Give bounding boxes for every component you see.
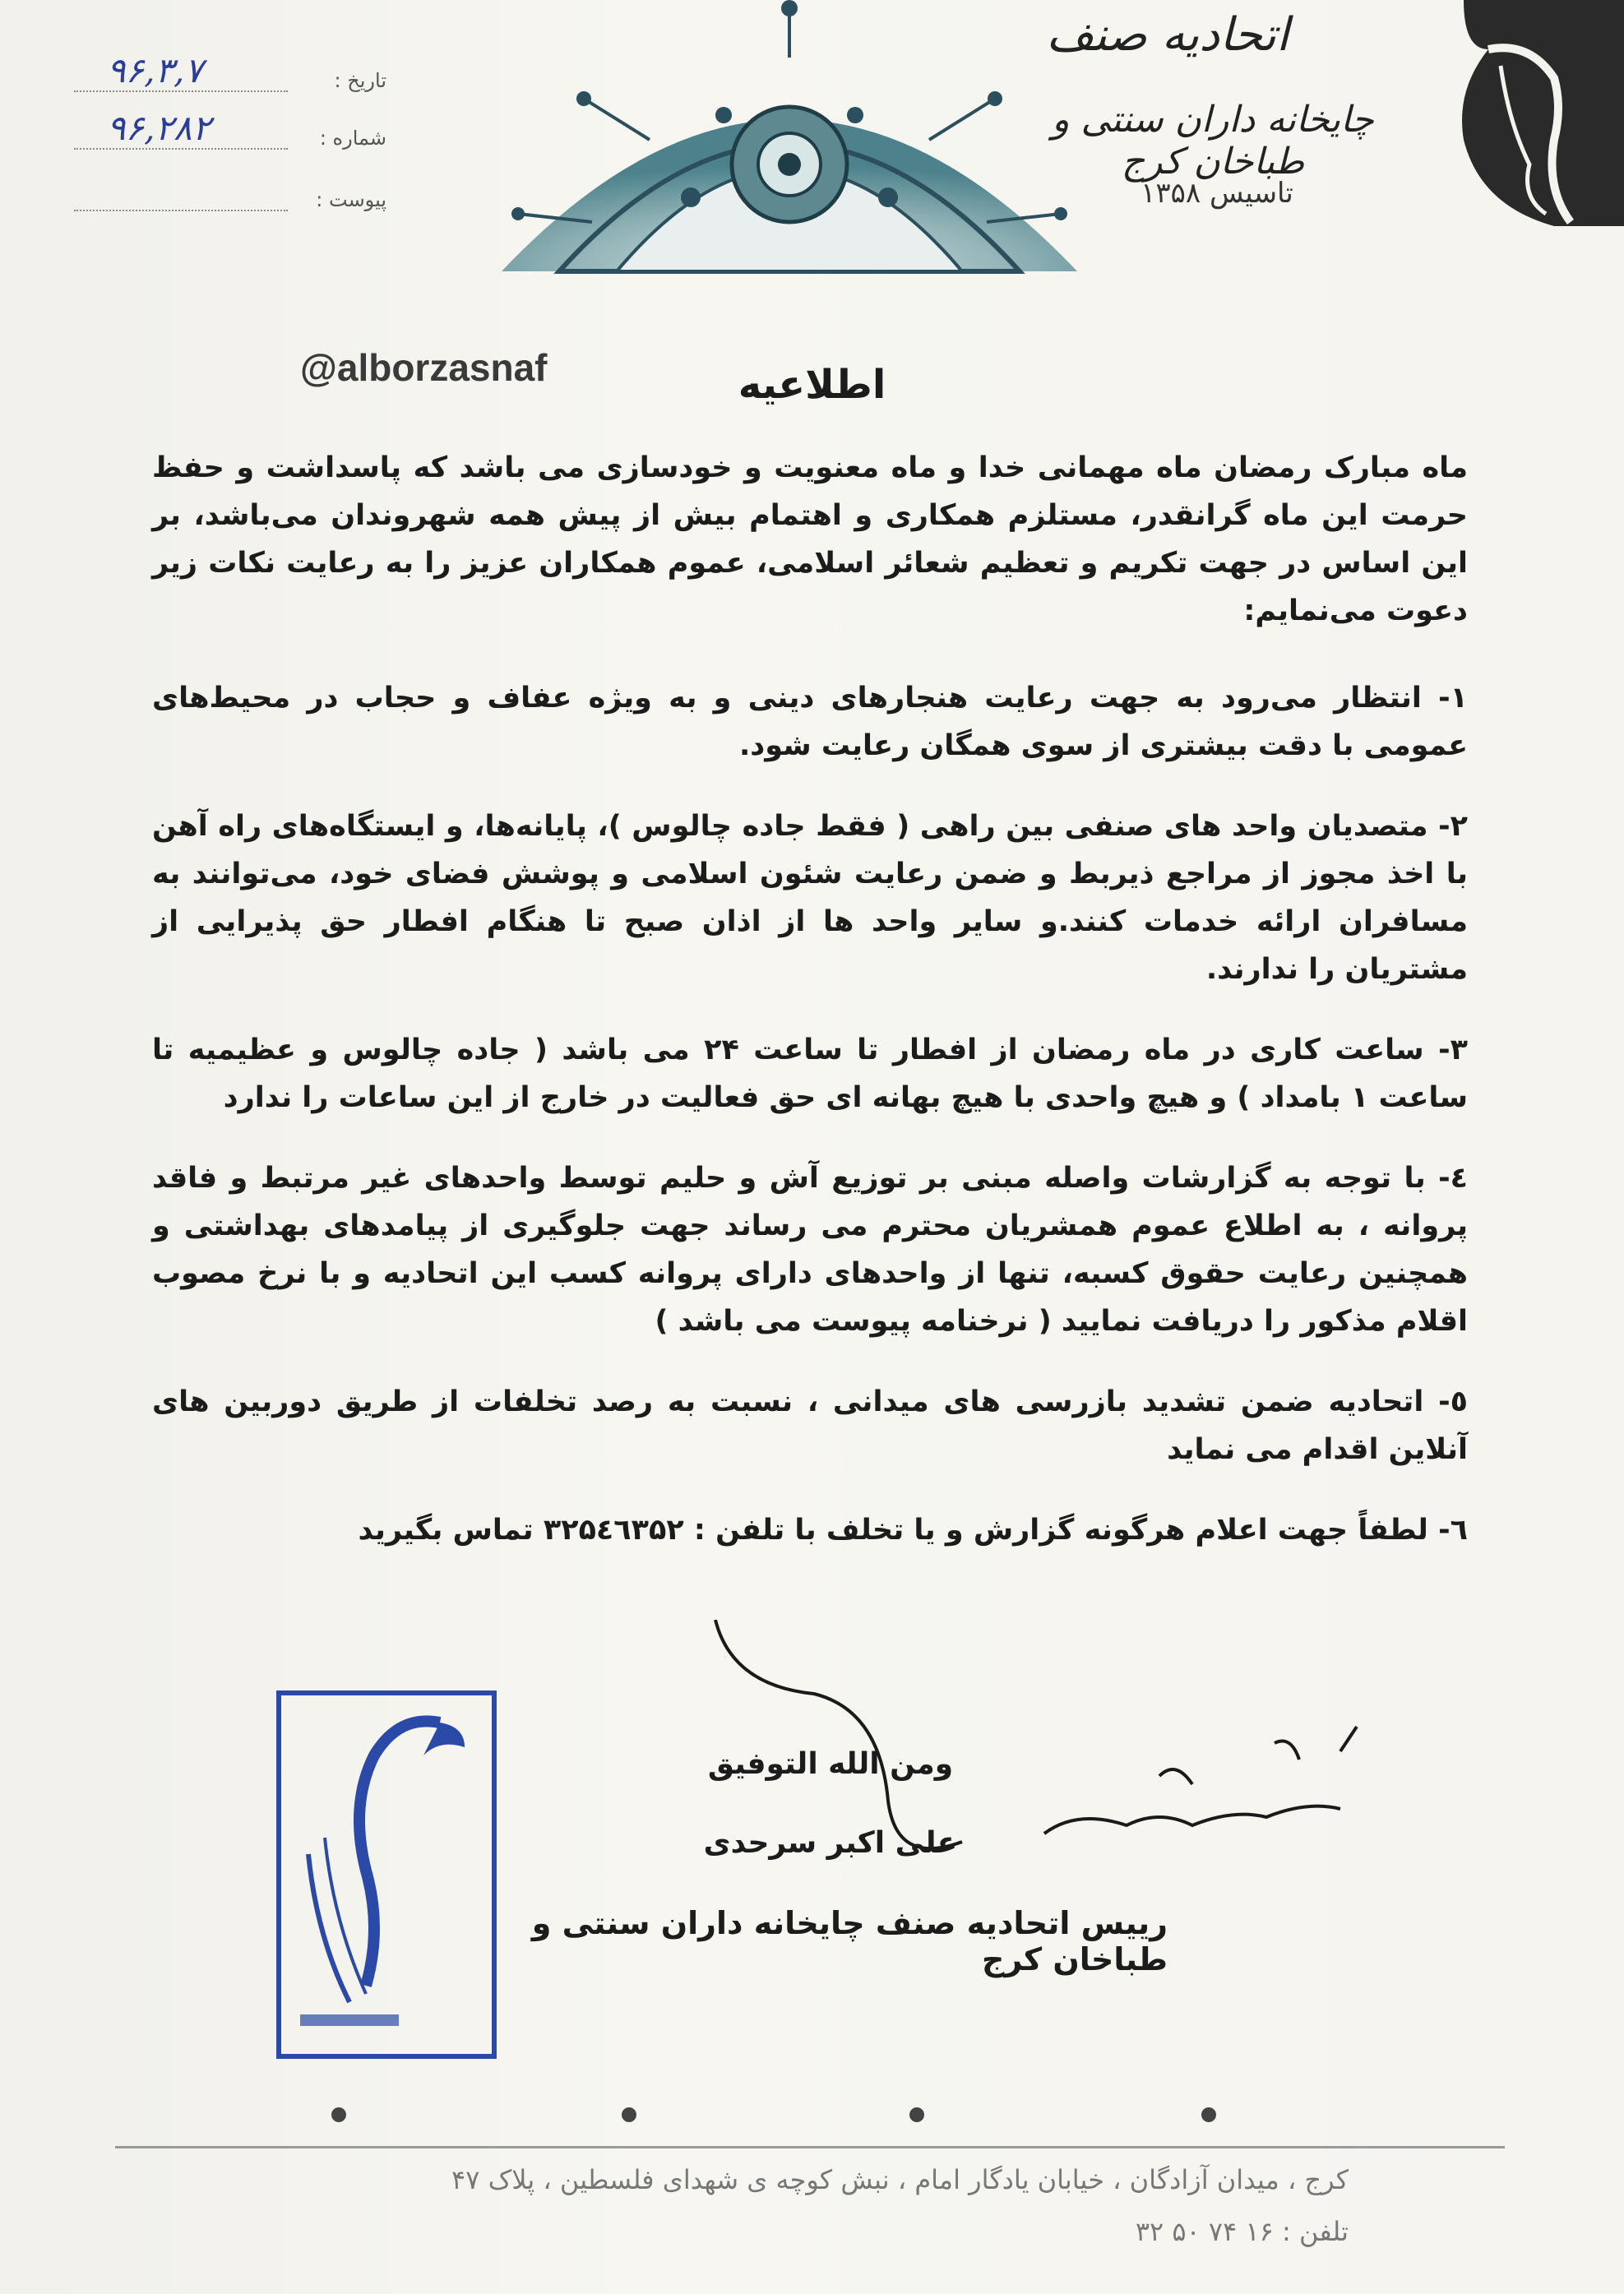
closing-block — [493, 1747, 1168, 2023]
notice-heading: اطلاعیه — [738, 362, 886, 408]
date-value: ۹۶,۳,۷ — [107, 50, 203, 90]
attachment-line — [74, 210, 288, 211]
union-name: چایخانه داران سنتی و طباخان کرج — [1052, 99, 1374, 183]
ornament-medallion-icon — [485, 0, 1094, 275]
item-paragraph: ٦- لطفاً جهت اعلام هرگونه گزارش و یا تخلف با تلفن : ۳۲۵٤٦۳۵۲ تماس بگیرید — [358, 1514, 1468, 1547]
social-handle: @alborzasnaf — [300, 346, 548, 389]
attachment-label: پیوست : — [316, 188, 386, 211]
item-paragraph: ٤- با توجه به گزارشات واصله مبنی بر توزیع آش و حلیم توسط واحدهای غیر مرتبط و فاقد پروانه ، به اطلاع عموم همشریان محترم می رساند جهت جلوگیری از پیامدهای بهداشتی و همچنین رعایت حقوق کسبه، تنها از واحدهای دارای پروانه کسب این اتحادیه و با نرخ مصوب اقلام مذکور را دریافت نمایید ( نرخنامه پیوست می باشد ) — [152, 1162, 1468, 1338]
footer-address: کرج ، میدان آزادگان ، خیابان یادگار امام ، نبش کوچه ی شهدای فلسطین ، پلاک ۴۷ — [451, 2164, 1349, 2195]
notice-body — [152, 444, 1468, 1587]
number-value: ۹۶,۲۸۲ — [107, 108, 211, 148]
attachment-field — [74, 169, 386, 218]
signatory-title: رییس اتحادیه صنف چایخانه داران سنتی و طباخان کرج — [531, 1905, 1168, 1977]
intro-paragraph: ماه مبارک رمضان ماه مهمانی خدا و ماه معنویت و خودسازی می باشد که پاسداشت و حفظ حرمت این ماه گرانقدر، مستلزم همکاری و اهتمام بیش از پیش همه شهروندان می‌باشد، بر این اساس در جهت تکریم و تعظیم شعائر اسلامی، عموم همکاران عزیز را به رعایت نکات زیر دعوت می‌نمایم: — [152, 451, 1468, 627]
closing-phrase: ومن الله التوفیق — [707, 1747, 954, 1781]
item-paragraph: ٥- اتحادیه ضمن تشدید بازرسی های میدانی ، نسبت به رصد تخلفات از طریق دوربین های آنلاین اقدام می نماید — [152, 1385, 1468, 1466]
item-paragraph: ۲- متصدیان واحد های صنفی بین راهی ( فقط جاده چالوس )، پایانه‌ها، و ایستگاه‌های راه آهن با اخذ مجوز از مراجع ذیربط و ضمن رعایت شئون اسلامی و پوشش فضای خود، می‌توانند به مسافران ارائه خدمات کنند.و سایر واحد ها از اذان صبح تا هنگام افطار حق پذیرایی از مشتریان را ندارند. — [152, 810, 1468, 986]
number-label: شماره : — [319, 127, 386, 150]
number-line — [74, 148, 288, 150]
footer-phone: تلفن : ۱۶ ۷۴ ۵۰ ۳۲ — [1135, 2216, 1349, 2247]
date-label: تاریخ : — [334, 69, 386, 92]
item-paragraph: ۱- انتظار می‌رود به جهت رعایت هنجارهای دینی و به ویژه عفاف و حجاب در محیط‌های عمومی با دقت بیشتری از سوی همگان رعایت شود. — [152, 682, 1468, 762]
footer-divider — [115, 2146, 1505, 2148]
footer-dots-icon — [312, 2107, 1233, 2123]
union-title: اتحادیه صنف — [1046, 8, 1289, 62]
date-line — [74, 90, 288, 92]
union-logo-icon — [1431, 0, 1624, 226]
signatory-name: علی اکبر سرحدی — [703, 1826, 958, 1860]
date-field — [74, 49, 386, 99]
item-paragraph: ۳- ساعت کاری در ماه رمضان از افطار تا ساعت ۲۴ می باشد ( جاده چالوس و عظیمیه تا ساعت ۱ بامداد ) و هیچ واحدی با هیچ بهانه ای حق فعالیت در خارج از این ساعات را ندارد — [152, 1034, 1468, 1114]
official-stamp-icon — [275, 1690, 497, 2060]
founded-year: تاسیس ۱۳۵۸ — [1141, 177, 1293, 210]
number-field — [74, 107, 386, 156]
